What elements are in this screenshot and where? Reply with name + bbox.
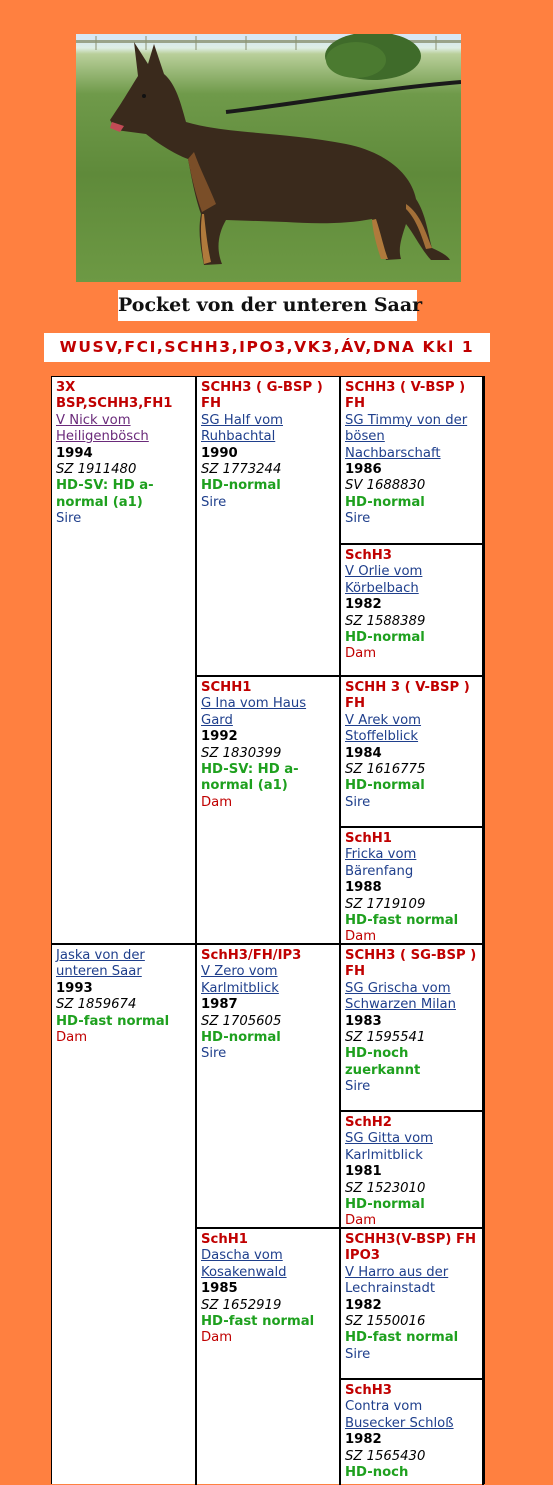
- sdd-year: 1988: [345, 880, 382, 896]
- ssd-sex: Dam: [345, 646, 377, 662]
- sds-name-link[interactable]: V Arek vom Stoffelblick: [345, 712, 422, 745]
- dd-title: SchH1: [201, 1232, 248, 1247]
- dd-name-link[interactable]: Dascha vom Kosakenwald: [201, 1248, 287, 1280]
- dds-name-link[interactable]: V Harro aus der: [345, 1264, 449, 1280]
- dds-reg: SZ 1550016: [345, 1314, 426, 1330]
- dsd-hd: HD-normal: [345, 1197, 425, 1213]
- sire-dam-cell: [197, 675, 341, 945]
- dss-cell: [341, 943, 484, 1110]
- sire-cell: [52, 377, 197, 945]
- sss-cell: [341, 377, 484, 543]
- ss-reg: SZ 1773244: [201, 462, 282, 478]
- sire-sire-cell: [197, 377, 341, 677]
- ss-year: 1990: [201, 445, 238, 461]
- sdd-cell: [341, 826, 484, 945]
- ds-name-link[interactable]: V Zero vom Karlmitblick: [201, 964, 279, 996]
- sds-sex: Sire: [345, 794, 371, 810]
- dds-year: 1982: [345, 1297, 382, 1313]
- sire-title: 3X BSP,SCHH3,FH1: [56, 380, 173, 412]
- sd-name-link[interactable]: G Ina vom Haus Gard: [201, 696, 307, 728]
- dsd-name-link[interactable]: SG Gitta vom: [345, 1131, 433, 1147]
- ddd-title: SchH3: [345, 1383, 392, 1398]
- dds-sex: Sire: [345, 1346, 371, 1362]
- ddd-reg: SZ 1565430: [345, 1448, 426, 1464]
- ss-title: SCHH3 ( G-BSP ) FH: [201, 380, 323, 412]
- dss-title: SCHH3 ( SG-BSP ) FH: [345, 948, 477, 980]
- ssd-name-link[interactable]: V Orlie vom Körbelbach: [345, 564, 423, 596]
- sd-reg: SZ 1830399: [201, 745, 282, 761]
- dd-sex: Dam: [201, 1330, 233, 1346]
- dam-sex: Dam: [56, 1030, 88, 1046]
- dss-year: 1983: [345, 1013, 382, 1029]
- dam-sire-cell: [197, 943, 341, 1229]
- dds-cell: [341, 1227, 484, 1379]
- sds-cell: [341, 675, 484, 827]
- sds-title: SCHH 3 ( V-BSP ) FH: [345, 680, 470, 712]
- dsd-sex: Dam: [345, 1213, 377, 1229]
- dss-sex: Sire: [345, 1079, 371, 1095]
- sire-name-link[interactable]: V Nick vom Heiligenbösch: [56, 412, 149, 445]
- sss-sex: Sire: [345, 511, 371, 527]
- dam-cell: [52, 943, 197, 1485]
- dsd-year: 1981: [345, 1164, 382, 1180]
- dam-dam-cell: [197, 1227, 341, 1485]
- sds-hd: HD-normal: [345, 778, 425, 794]
- sire-hd: HD-SV: HD a-normal (a1): [56, 478, 154, 510]
- dam-hd: HD-fast normal: [56, 1013, 170, 1029]
- dss-name-link[interactable]: SG Grischa vom Schwarzen Milan: [345, 980, 456, 1013]
- sds-year: 1984: [345, 745, 382, 761]
- ddd-cell: [341, 1378, 484, 1485]
- dam-reg: SZ 1859674: [56, 997, 137, 1013]
- ds-year: 1987: [201, 997, 238, 1013]
- ssd-cell: [341, 543, 484, 677]
- sire-reg: SZ 1911480: [56, 462, 137, 478]
- dds-name-rest: Lechrainstadt: [345, 1281, 436, 1297]
- sss-hd: HD-normal: [345, 494, 425, 510]
- dd-reg: SZ 1652919: [201, 1297, 282, 1313]
- dog-titles-line: WUSV,FCI,SCHH3,IPO3,VK3,ÁV,DNA Kkl 1: [44, 333, 490, 362]
- ss-name-link[interactable]: SG Half vom Ruhbachtal: [201, 412, 283, 445]
- dss-reg: SZ 1595541: [345, 1030, 426, 1046]
- dog-photo: [76, 34, 461, 282]
- dss-hd: HD-noch zuerkannt: [345, 1046, 421, 1078]
- sss-name-link[interactable]: SG Timmy von der bösen Nachbarschaft: [345, 412, 468, 461]
- sd-sex: Dam: [201, 794, 233, 810]
- sdd-title: SchH1: [345, 831, 392, 846]
- ssd-year: 1982: [345, 597, 382, 613]
- sss-title: SCHH3 ( V-BSP ) FH: [345, 380, 466, 412]
- dd-year: 1985: [201, 1281, 238, 1297]
- dsd-cell: [341, 1110, 484, 1229]
- ssd-reg: SZ 1588389: [345, 613, 426, 629]
- sd-title: SCHH1: [201, 680, 252, 695]
- ddd-year: 1982: [345, 1432, 382, 1448]
- dam-name-link[interactable]: Jaska von der unteren Saar: [56, 948, 145, 980]
- sdd-name-rest: Bärenfang: [345, 863, 414, 879]
- ssd-title: SchH3: [345, 548, 392, 563]
- dd-hd: HD-fast normal: [201, 1314, 315, 1330]
- dam-year: 1993: [56, 980, 93, 996]
- ds-reg: SZ 1705605: [201, 1013, 282, 1029]
- sss-year: 1986: [345, 462, 382, 478]
- dds-title: SCHH3(V-BSP) FH IPO3: [345, 1232, 477, 1264]
- dsd-reg: SZ 1523010: [345, 1180, 426, 1196]
- dog-name-title: Pocket von der unteren Saar: [118, 290, 417, 321]
- sdd-reg: SZ 1719109: [345, 896, 426, 912]
- dsd-title: SchH2: [345, 1115, 392, 1130]
- sd-hd: HD-SV: HD a-normal (a1): [201, 762, 299, 794]
- ddd-hd: HD-noch: [345, 1465, 409, 1481]
- ss-sex: Sire: [201, 494, 227, 510]
- ds-hd: HD-normal: [201, 1030, 281, 1046]
- ss-hd: HD-normal: [201, 478, 281, 494]
- ddd-name-prefix: Contra vom: [345, 1399, 423, 1415]
- sdd-name-link[interactable]: Fricka vom: [345, 847, 417, 863]
- sds-reg: SZ 1616775: [345, 762, 426, 778]
- ds-sex: Sire: [201, 1046, 227, 1062]
- pedigree-table: [51, 376, 485, 1484]
- sire-sex: Sire: [56, 511, 82, 527]
- ds-title: SchH3/FH/IP3: [201, 948, 302, 963]
- sss-reg: SV 1688830: [345, 478, 426, 494]
- sdd-hd: HD-fast normal: [345, 913, 459, 929]
- dds-hd: HD-fast normal: [345, 1330, 459, 1346]
- ddd-name-link[interactable]: Busecker Schloß: [345, 1415, 454, 1431]
- ssd-hd: HD-normal: [345, 630, 425, 646]
- sire-year: 1994: [56, 445, 93, 461]
- sdd-sex: Dam: [345, 929, 377, 945]
- sd-year: 1992: [201, 729, 238, 745]
- dsd-name-rest: Karlmitblick: [345, 1147, 423, 1163]
